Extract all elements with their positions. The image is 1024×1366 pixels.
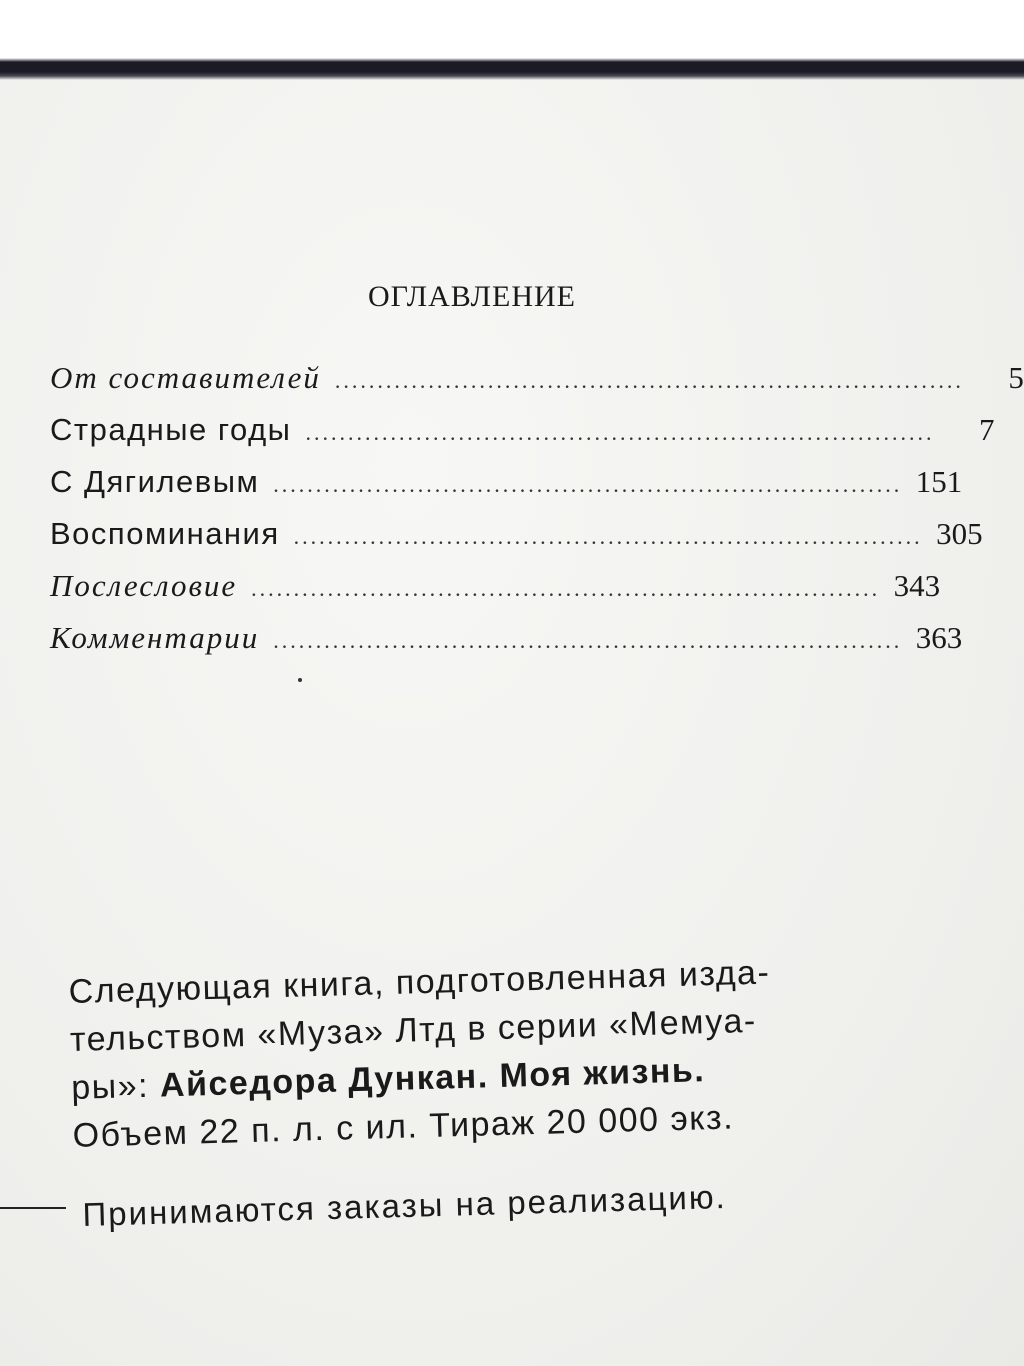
toc-entry: [50, 412, 995, 464]
toc-entry-page: 343: [893, 568, 941, 603]
toc-entry-page: 5: [1008, 360, 1024, 395]
toc-entry: [50, 464, 963, 516]
toc-entry-page: 7: [978, 412, 995, 447]
notice-line: Объем 22 п. л. с ил. Тираж 20 000 экз.: [72, 1098, 735, 1155]
toc-entry-title: Страдные годы: [50, 412, 292, 447]
dot-leader: ..........................................................................: [334, 368, 964, 393]
notice-line: тельством «Муза» Лтд в серии «Мемуа-: [69, 1001, 758, 1059]
dot-leader: ..........................................................................: [305, 420, 935, 445]
next-book-notice: [68, 945, 903, 1160]
ink-speck: [298, 678, 302, 682]
orders-notice: Принимаются заказы на реализацию.: [82, 1178, 728, 1233]
toc-entry-title: От составителей: [50, 360, 321, 395]
dot-leader: ..........................................................................: [273, 472, 903, 497]
notice-line-prefix: ры»:: [70, 1066, 161, 1107]
toc-entry-page: 363: [915, 620, 963, 655]
book-page: [0, 80, 1024, 1366]
toc-entry: [50, 360, 1024, 412]
toc-heading: ОГЛАВЛЕНИЕ: [368, 280, 576, 313]
toc-entry-title: Комментарии: [50, 620, 260, 655]
toc-entry-title: С Дягилевым: [50, 464, 260, 499]
dot-leader: ..........................................................................: [273, 628, 903, 653]
toc-entry-title: Воспоминания: [50, 516, 280, 551]
notice-book-title: Айседора Дункан. Моя жизнь.: [159, 1051, 706, 1105]
table-of-contents: [50, 360, 1024, 672]
toc-entry: [50, 568, 941, 620]
toc-entry: [50, 620, 963, 672]
toc-entry-page: 305: [936, 516, 983, 551]
divider-rule: [0, 1207, 66, 1209]
notice-line: Следующая книга, подготовленная изда-: [68, 953, 771, 1011]
book-cover-edge: [0, 0, 1024, 80]
toc-entry-title: Послесловие: [50, 568, 238, 603]
toc-entry-page: 151: [915, 464, 963, 499]
dot-leader: ..........................................................................: [293, 524, 923, 549]
dot-leader: ..........................................................................: [251, 576, 881, 601]
toc-entry: [50, 516, 983, 568]
